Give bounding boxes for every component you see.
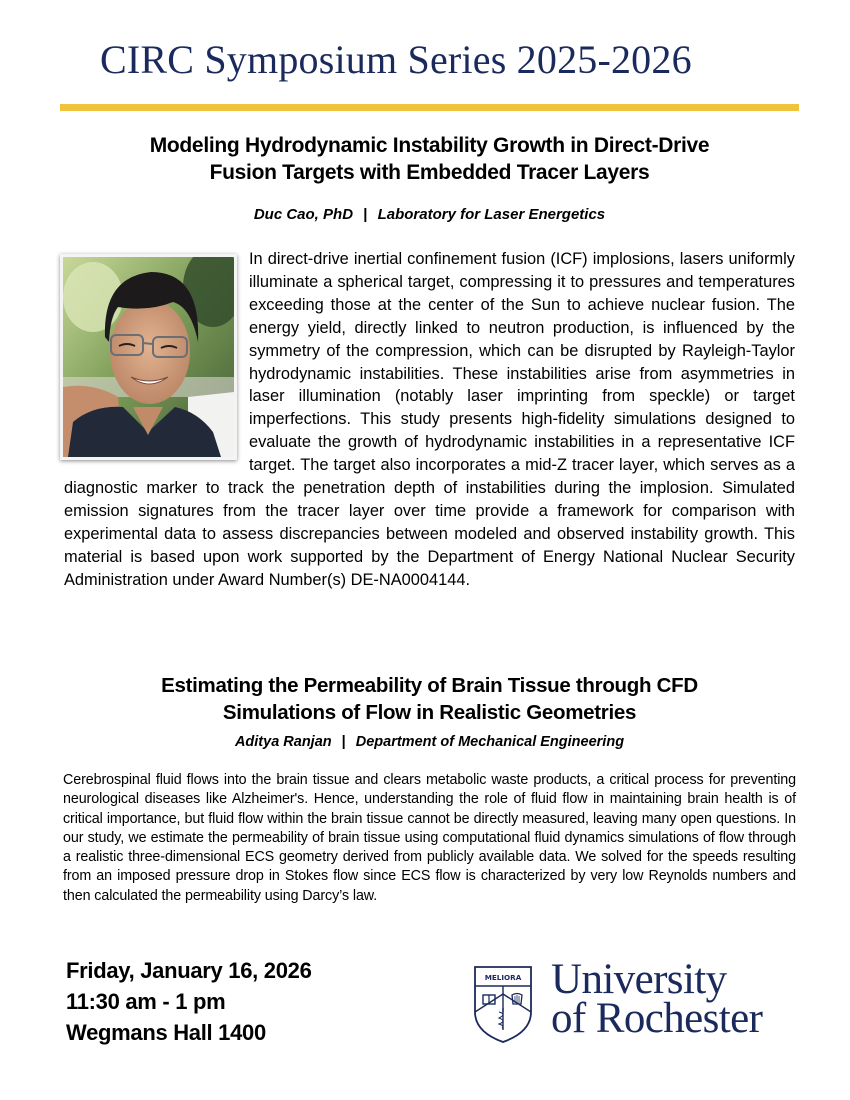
talk-1-affiliation: Laboratory for Laser Energetics xyxy=(377,206,606,223)
talk-1-speaker-line xyxy=(60,206,799,223)
university-shield-icon xyxy=(472,964,534,1044)
talk-1-speaker: Duc Cao, PhD xyxy=(253,206,354,223)
talk-2-speaker-line xyxy=(60,734,799,750)
talk-2-title-line-2: Simulations of Flow in Realistic Geometries xyxy=(222,701,637,724)
talk-2-title-line-1: Estimating the Permeability of Brain Tissue through CFD xyxy=(161,674,698,697)
event-details xyxy=(66,955,312,1048)
logo-motto: MELIORA xyxy=(484,973,522,982)
talk-2-affiliation: Department of Mechanical Engineering xyxy=(355,734,625,750)
event-location: Wegmans Hall 1400 xyxy=(66,1020,266,1045)
talk-1-title xyxy=(60,132,799,186)
event-date: Friday, January 16, 2026 xyxy=(66,958,312,983)
talk-2-speaker: Aditya Ranjan xyxy=(234,734,332,750)
event-time: 11:30 am - 1 pm xyxy=(66,989,226,1014)
talk-2-abstract: Cerebrospinal fluid flows into the brain tissue and clears metabolic waste products, a critical process for preventing neurological diseases like Alzheimer's. Hence, understanding the role of fluid flow in maintaining brain health is of critical importance, but fluid flow within the brain tissue cannot be directly measured, leaving many open questions. In our study, we estimate the permeability of brain tissue using computational fluid dynamics simulations of flow through a realistic three-dimensional ECS geometry derived from publicly available data. We solved for the speeds resulting from an imposed pressure drop in Stokes flow since ECS flow is characterized by very low Reynolds numbers and then calculated the permeability using Darcy’s law. xyxy=(63,772,796,904)
gold-divider xyxy=(60,104,799,111)
talk-1-title-line-2: Fusion Targets with Embedded Tracer Layers xyxy=(209,161,650,184)
separator: | xyxy=(341,734,346,750)
talk-1-abstract: In direct-drive inertial confinement fusion (ICF) implosions, lasers uniformly illuminate a spherical target, compressing it to pressures and temperatures exceeding those at the center of the Sun to achieve nuclear fusion. The energy yield, directly linked to neutron production, is influenced by the symmetry of the compression, which can be disrupted by Rayleigh-Taylor hydrodynamic instabilities. These instabilities arise from asymmetries in laser illumination (notably laser imprinting from speckle) or target imperfections. This study presents high-fidelity simulations designed to evaluate the growth of hydrodynamic instabilities in a representative ICF target. The target also incorporates a mid-Z tracer layer, which serves as a diagnostic marker to track the penetration depth of instabilities during the implosion. Simulated emission signatures from the tracer layer over time provide a framework for comparison with experimental data to assess discrepancies between modeled and observed instability growth. This material is based upon work supported by the Department of Energy National Nuclear Security Administration under Award Number(s) DE-NA0004144. xyxy=(64,250,795,589)
speaker-photo xyxy=(60,254,237,460)
page-title: CIRC Symposium Series 2025-2026 xyxy=(100,37,692,82)
logo-line-1: University xyxy=(551,956,727,1003)
talk-1-abstract-block xyxy=(64,248,795,592)
talk-2-title xyxy=(60,672,799,726)
speaker-portrait-image xyxy=(63,257,234,457)
logo-line-2: of Rochester xyxy=(551,995,763,1042)
talk-1-title-line-1: Modeling Hydrodynamic Instability Growth in Direct-Drive xyxy=(149,134,710,157)
separator: | xyxy=(363,206,368,223)
university-wordmark xyxy=(551,956,763,1042)
university-logo xyxy=(472,956,802,1047)
